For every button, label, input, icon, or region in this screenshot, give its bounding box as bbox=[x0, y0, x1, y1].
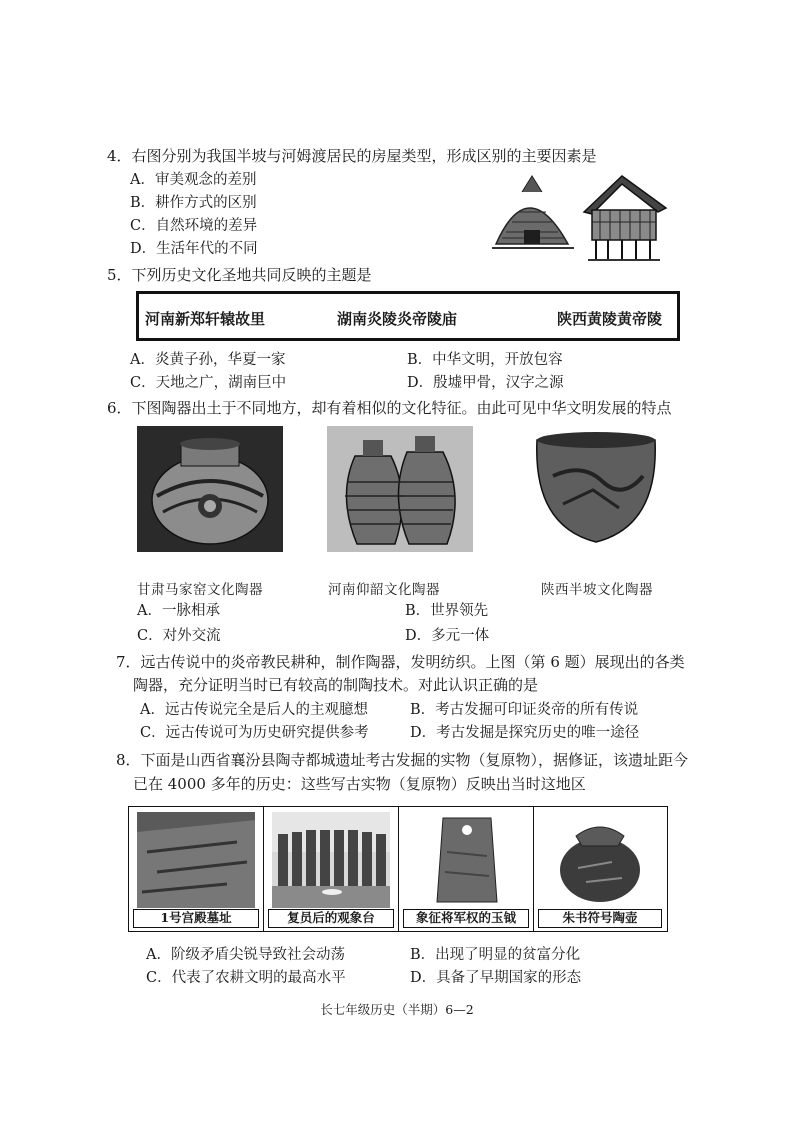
page-footer: 长七年级历史（半期）6—2 bbox=[320, 1002, 474, 1017]
label-palace: 1号宫殿墓址 bbox=[133, 909, 259, 928]
artifact-cell-observatory bbox=[264, 807, 399, 931]
majiayao-pottery-photo bbox=[137, 426, 283, 552]
q6-option-c: C．对外交流 bbox=[137, 628, 221, 644]
palace-foundation-photo bbox=[137, 812, 255, 908]
jade-yue-axe-photo bbox=[407, 812, 525, 908]
label-pottery-jar: 朱书符号陶壶 bbox=[538, 909, 662, 928]
artifact-cell-jade-axe bbox=[399, 807, 534, 931]
q8-option-c: C．代表了农耕文明的最高水平 bbox=[146, 970, 346, 986]
caption-majiayao: 甘肃马家窑文化陶器 bbox=[137, 582, 263, 598]
yangshao-pottery-photo bbox=[327, 426, 473, 552]
artifacts-table bbox=[128, 806, 668, 932]
q4-option-d: D．生活年代的不同 bbox=[130, 241, 258, 257]
q5-stem: 5．下列历史文化圣地共同反映的主题是 bbox=[107, 266, 372, 284]
label-jade-axe: 象征将军权的玉钺 bbox=[403, 909, 529, 928]
q6-option-b: B．世界领先 bbox=[405, 603, 489, 619]
banpo-pottery-photo bbox=[523, 426, 669, 552]
q8-stem-line1: 8．下面是山西省襄汾县陶寺都城遗址考古发掘的实物（复原物），据修证，该遗址距今 bbox=[116, 751, 689, 769]
place-yanling: 湖南炎陵炎帝陵庙 bbox=[337, 310, 458, 328]
q7-stem-line1: 7．远古传说中的炎帝教民耕种，制作陶器，发明纺织。上图（第 6 题）展现出的各类 bbox=[116, 653, 685, 671]
q7-stem-line2: 陶器，充分证明当时已有较高的制陶技术。对此认识正确的是 bbox=[133, 676, 539, 694]
q8-option-b: B．出现了明显的贫富分化 bbox=[410, 947, 581, 963]
q7-option-b: B．考古发掘可印证炎帝的所有传说 bbox=[410, 702, 639, 718]
pottery-jar-photo bbox=[542, 812, 658, 908]
q5-option-a: A．炎黄子孙，华夏一家 bbox=[130, 352, 286, 368]
q4-stem: 4．右图分别为我国半坡与河姆渡居民的房屋类型，形成区别的主要因素是 bbox=[107, 147, 597, 165]
q6-option-a: A．一脉相承 bbox=[137, 603, 220, 619]
q8-option-d: D．具备了早期国家的形态 bbox=[410, 970, 582, 986]
q7-option-d: D．考古发掘是探究历史的唯一途径 bbox=[410, 725, 640, 741]
q6-stem: 6．下图陶器出土于不同地方，却有着相似的文化特征。由此可见中华文明发展的特点 bbox=[107, 399, 672, 417]
houses-illustration bbox=[488, 172, 670, 264]
artifact-cell-palace bbox=[129, 807, 264, 931]
q4-option-c: C．自然环境的差异 bbox=[130, 218, 258, 234]
q8-option-a: A．阶级矛盾尖锐导致社会动荡 bbox=[146, 947, 345, 963]
hemudu-stilt-house-image bbox=[584, 176, 666, 260]
caption-banpo: 陕西半坡文化陶器 bbox=[541, 582, 653, 598]
place-huangling: 陕西黄陵黄帝陵 bbox=[557, 310, 663, 328]
observatory-photo bbox=[272, 812, 390, 908]
q4-option-a: A．审美观念的差别 bbox=[130, 172, 257, 188]
places-box bbox=[136, 291, 680, 341]
q5-option-c: C．天地之广，湖南巨中 bbox=[130, 375, 287, 391]
artifact-cell-pottery-jar bbox=[534, 807, 666, 931]
q5-option-b: B．中华文明，开放包容 bbox=[407, 352, 563, 368]
caption-yangshao: 河南仰韶文化陶器 bbox=[328, 582, 440, 598]
place-xinzheng: 河南新郑轩辕故里 bbox=[145, 310, 266, 328]
q8-stem-line2: 已在 4000 多年的历史：这些写古实物（复原物）反映出当时这地区 bbox=[133, 775, 586, 793]
banpo-hut-image bbox=[492, 176, 574, 248]
label-observatory: 复员后的观象台 bbox=[268, 909, 394, 928]
q7-option-c: C．远古传说可为历史研究提供参考 bbox=[140, 725, 369, 741]
q7-option-a: A．远古传说完全是后人的主观臆想 bbox=[140, 702, 368, 718]
q4-option-b: B．耕作方式的区别 bbox=[130, 195, 257, 211]
q5-option-d: D．殷墟甲骨，汉字之源 bbox=[407, 375, 564, 391]
q6-option-d: D．多元一体 bbox=[405, 628, 490, 644]
